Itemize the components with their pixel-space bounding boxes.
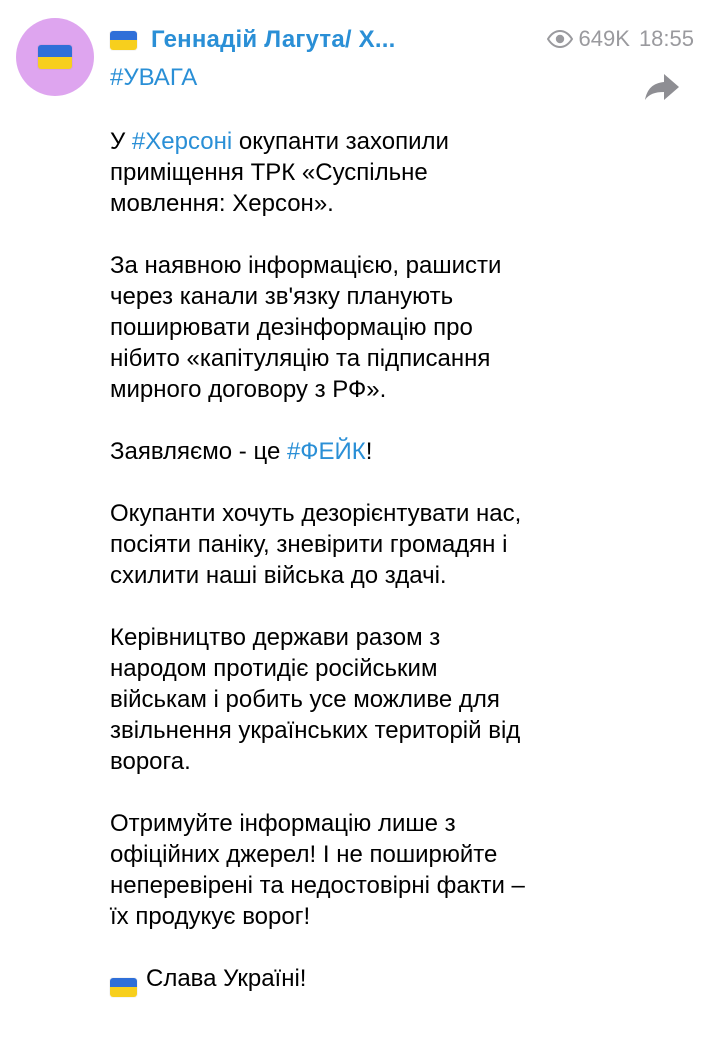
text-line: через канали зв'язку планують xyxy=(110,283,454,310)
paragraph-2 xyxy=(110,250,690,405)
paragraph-6 xyxy=(110,808,690,932)
text-line: мовлення: Херсон». xyxy=(110,190,334,217)
post-meta xyxy=(547,26,694,52)
hashtag-feik[interactable]: #ФЕЙК xyxy=(286,438,366,465)
text-segment: Заявляємо - це xyxy=(110,438,287,465)
text-line: звільнення українських територій від xyxy=(110,717,521,744)
eye-icon xyxy=(547,30,573,48)
text-segment: ! xyxy=(365,438,373,465)
text-line: народом протидіє російським xyxy=(110,655,438,682)
text-line: нібито «капітуляцію та підписання xyxy=(110,345,491,372)
text-line: мирного договору з РФ». xyxy=(110,376,387,403)
text-line xyxy=(110,126,690,157)
text-line: Окупанти хочуть дезорієнтувати нас, xyxy=(110,500,522,527)
share-arrow-icon[interactable] xyxy=(644,72,680,102)
text-line: Керівництво держави разом з xyxy=(110,624,441,651)
ukraine-flag-icon xyxy=(110,31,137,50)
paragraph-5 xyxy=(110,622,690,777)
text-line: Отримуйте інформацію лише з xyxy=(110,810,456,837)
text-line: ворога. xyxy=(110,748,191,775)
closing-line xyxy=(110,963,690,997)
paragraph-3 xyxy=(110,436,690,467)
text-line xyxy=(110,963,690,997)
text-line: поширювати дезінформацію про xyxy=(110,314,473,341)
hashtag-uvaga[interactable]: #УВАГА xyxy=(110,64,198,91)
post-time: 18:55 xyxy=(638,26,694,51)
paragraph-1 xyxy=(110,126,690,219)
text-line: приміщення ТРК «Суспільне xyxy=(110,159,428,186)
text-line: неперевірені та недостовірні факти – xyxy=(110,872,525,899)
paragraph-4 xyxy=(110,498,690,591)
text-segment: У xyxy=(110,128,132,155)
post-body xyxy=(110,126,690,1028)
hashtag-kherson[interactable]: #Херсоні xyxy=(131,128,233,155)
ukraine-flag-icon xyxy=(38,45,72,69)
text-line: їх продукує ворог! xyxy=(110,903,311,930)
text-line: військам і робить усе можливе для xyxy=(110,686,500,713)
channel-name[interactable]: Геннадій Лагута/ Х... xyxy=(151,26,396,53)
ukraine-flag-icon xyxy=(110,978,137,997)
text-line: схилити наші війська до здачі. xyxy=(110,562,447,589)
post-header xyxy=(110,26,395,54)
text-line xyxy=(110,436,690,467)
channel-avatar[interactable] xyxy=(16,18,94,96)
text-line: За наявною інформацією, рашисти xyxy=(110,252,502,279)
text-segment: окупанти захопили xyxy=(232,128,449,155)
text-line: посіяти паніку, зневірити громадян і xyxy=(110,531,508,558)
text-segment: Слава Україні! xyxy=(146,965,307,992)
text-line: офіційних джерел! І не поширюйте xyxy=(110,841,498,868)
view-count: 649K xyxy=(578,26,630,51)
